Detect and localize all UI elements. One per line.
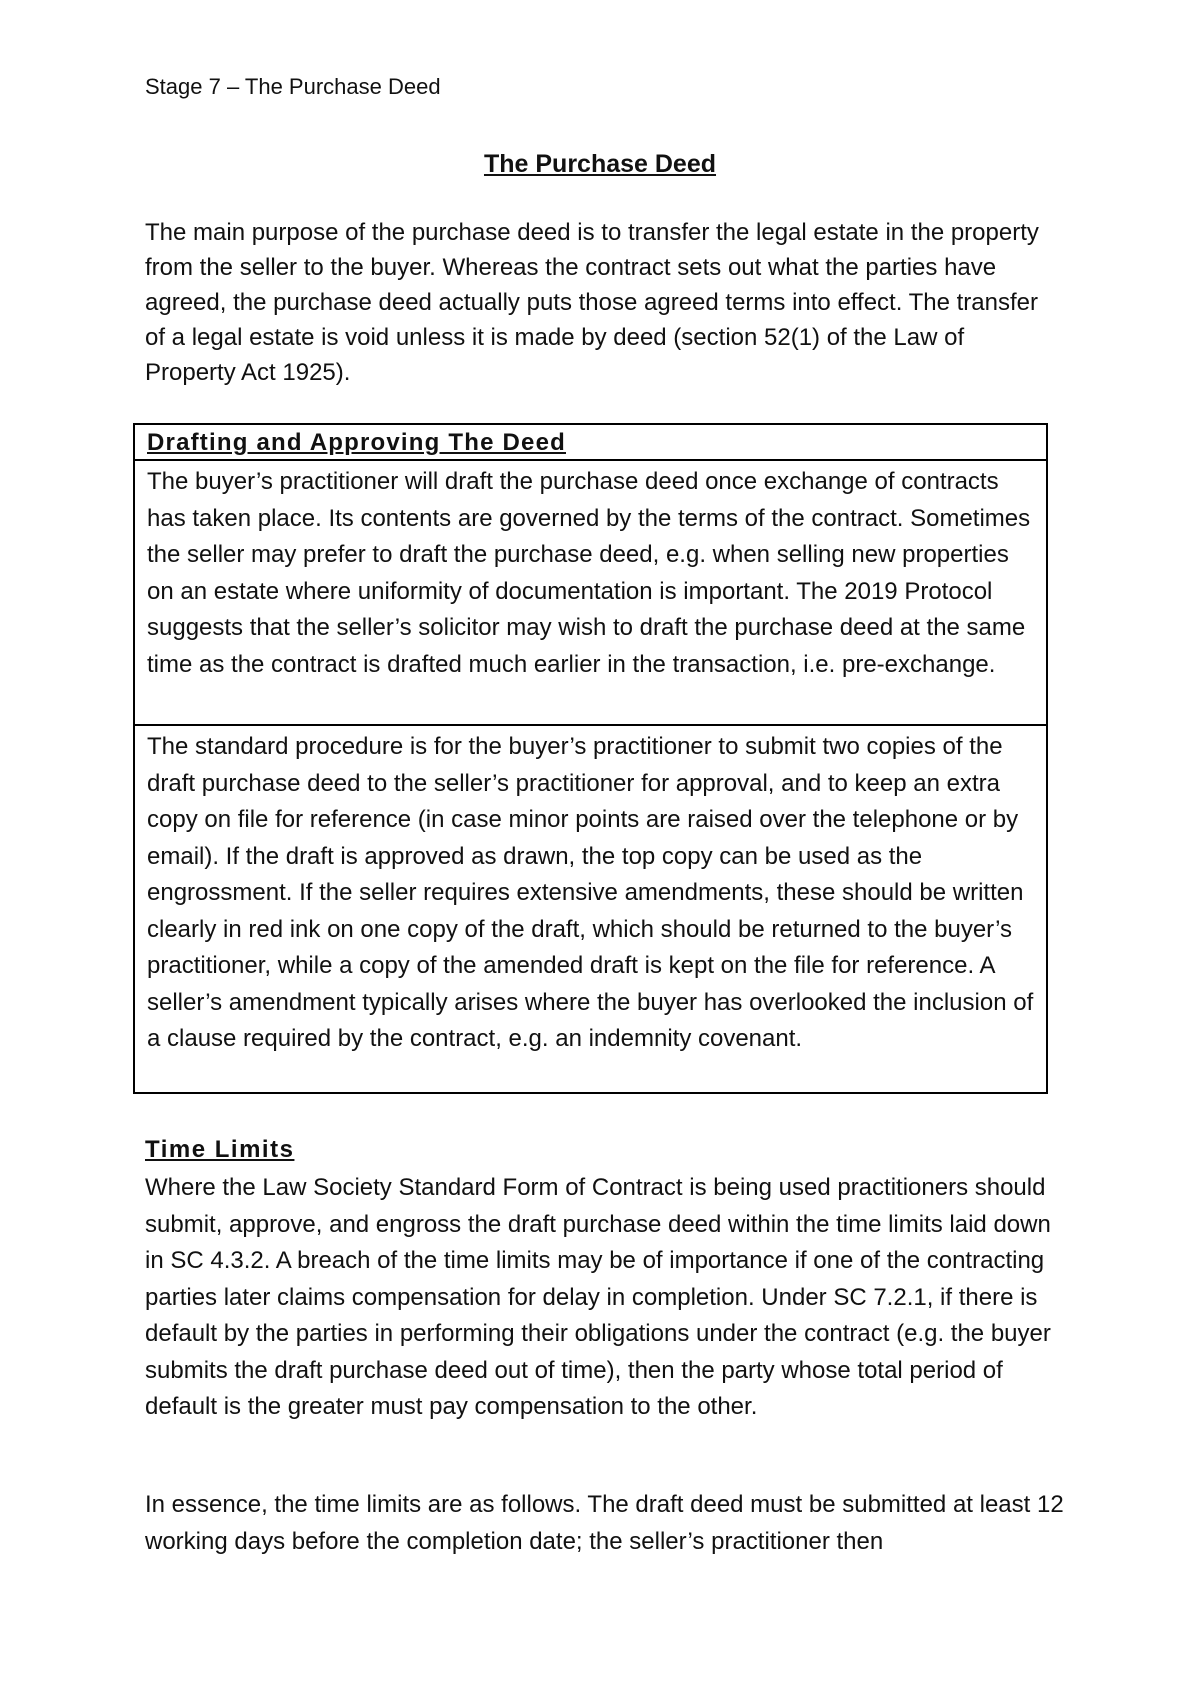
intro-paragraph: The main purpose of the purchase deed is to transfer the legal estate in the property from the seller to the buyer. Whereas the contract sets out what the parties have agreed, the purchase deed actually puts those agreed terms into effect. The transfer of a legal estate is void unless it is made by deed (section 52(1) of the Law of Property Act 1925).	[145, 219, 1039, 386]
document-title: The Purchase Deed	[483, 150, 717, 178]
time-limits-paragraph-1: Where the Law Society Standard Form of Contract is being used practitioners should submit, approve, and engross the draft purchase deed within the time limits laid down in SC 4.3.2. A breach of the time limits may be of importance if one of the contracting parties later claims compensation for delay in completion. Under SC 7.2.1, if there is default by the parties in performing their obligations under the contract (e.g. the buyer submits the draft purchase deed out of time), then the party whose total period of default is the greater must pay compensation to the other.	[145, 1174, 1051, 1420]
drafting-table-heading: Drafting and Approving The Deed	[135, 425, 1046, 461]
time-limits-paragraph-2: In essence, the time limits are as follows. The draft deed must be submitted at least 12 working days before the completion date; the seller’s practitioner then	[145, 1491, 1064, 1555]
drafting-table-cell-1: The buyer’s practitioner will draft the purchase deed once exchange of contracts has taken place. Its contents are governed by the terms of the contract. Sometimes the seller may prefer to draft the purchase deed, e.g. when selling new properties on an estate where uniformity of documentation is important. The 2019 Protocol suggests that the seller’s solicitor may wish to draft the purchase deed at the same time as the contract is drafted much earlier in the transaction, i.e. pre-exchange.	[135, 461, 1046, 726]
drafting-table	[133, 423, 1048, 1094]
page-header: Stage 7 – The Purchase Deed	[145, 74, 441, 99]
drafting-table-cell-2: The standard procedure is for the buyer’s practitioner to submit two copies of the draft purchase deed to the seller’s practitioner for approval, and to keep an extra copy on file for reference (in case minor points are raised over the telephone or by email). If the draft is approved as drawn, the top copy can be used as the engrossment. If the seller requires extensive amendments, these should be written clearly in red ink on one copy of the draft, which should be returned to the buyer’s practitioner, while a copy of the amended draft is kept on the file for reference. A seller’s amendment typically arises where the buyer has overlooked the inclusion of a clause required by the contract, e.g. an indemnity covenant.	[147, 733, 1034, 1052]
time-limits-heading: Time Limits	[145, 1136, 295, 1163]
